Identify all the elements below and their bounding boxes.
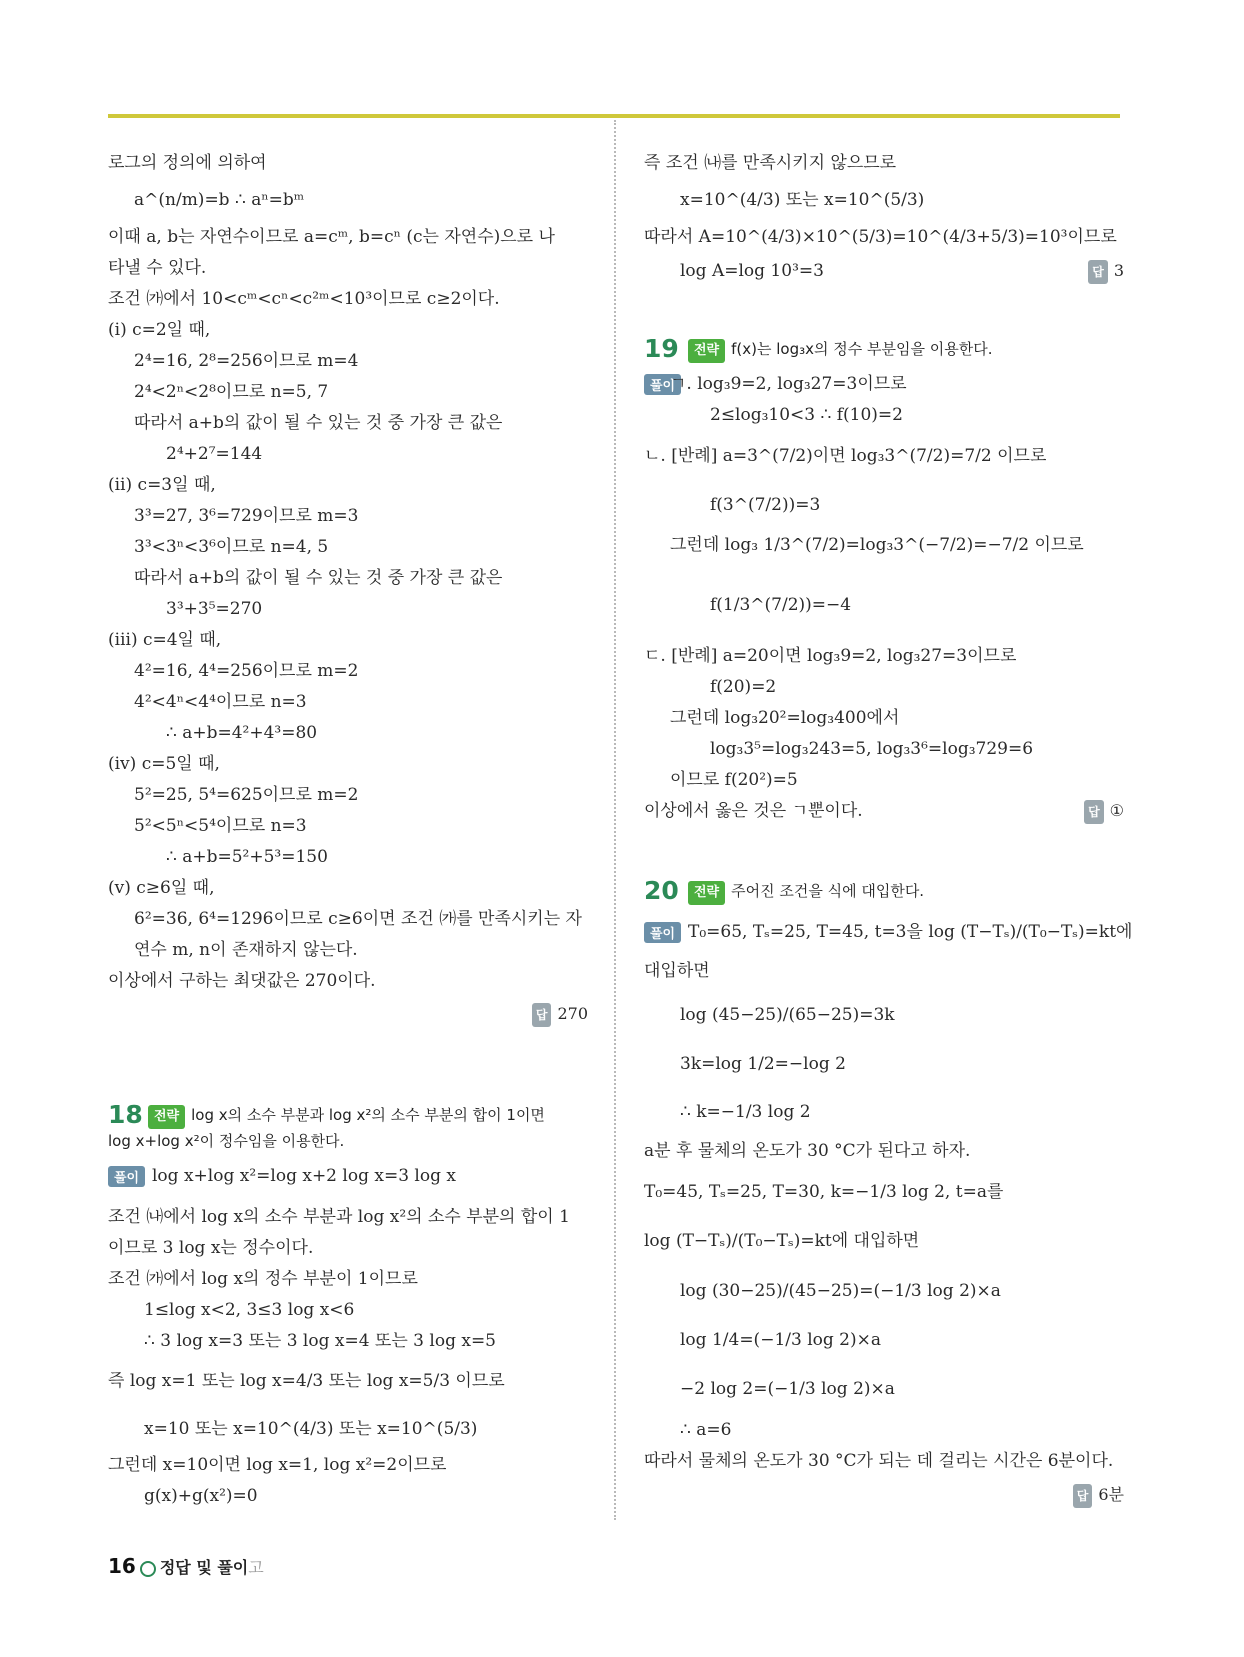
text-line: 그런데 x=10이면 log x=1, log x²=2이므로 — [108, 1455, 447, 1475]
problem-19-strategy — [688, 338, 992, 363]
strategy-tag: 전략 — [148, 1105, 185, 1129]
text-line: (ⅳ) c=5일 때, — [108, 754, 220, 774]
text-line: f(1/3^(7/2))=−4 — [710, 595, 852, 615]
text-line: 4²<4ⁿ<4⁴이므로 n=3 — [134, 692, 307, 712]
text-line: 조건 ㈎에서 10<cᵐ<cⁿ<c²ᵐ<10³이므로 c≥2이다. — [108, 289, 500, 309]
text-line: 2≤log₃10<3 ∴ f(10)=2 — [710, 405, 903, 425]
solution-tag: 풀이 — [108, 1166, 145, 1187]
text-line: log₃3⁵=log₃243=5, log₃3⁶=log₃729=6 — [710, 739, 1034, 759]
answer-3 — [1088, 260, 1124, 284]
footer-title: 정답 및 풀이 — [159, 1558, 249, 1577]
text-line: 3³=27, 3⁶=729이므로 m=3 — [134, 506, 359, 526]
strategy-text-1: log x의 소수 부분과 log x²의 소수 부분의 합이 1이면 — [191, 1106, 545, 1124]
text-line: f(20)=2 — [710, 677, 777, 697]
top-rule — [108, 114, 1120, 118]
answer-label: 답 — [1084, 800, 1104, 824]
problem-18-number: 18 — [108, 1100, 143, 1129]
text-line: 연수 m, n이 존재하지 않는다. — [134, 940, 358, 960]
answer-label: 답 — [1073, 1484, 1093, 1508]
strategy-text: 주어진 조건을 식에 대입한다. — [731, 882, 925, 900]
problem-20-strategy — [688, 880, 924, 905]
answer-label: 답 — [532, 1003, 552, 1027]
text-line: 이므로 3 log x는 정수이다. — [108, 1238, 314, 1258]
text-line: 즉 조건 ㈏를 만족시키지 않으므로 — [644, 153, 897, 173]
text-line: 2⁴<2ⁿ<2⁸이므로 n=5, 7 — [134, 382, 329, 402]
text-line: x=10^(4/3) 또는 x=10^(5/3) — [680, 190, 925, 210]
text-line: 조건 ㈏에서 log x의 소수 부분과 log x²의 소수 부분의 합이 1 — [108, 1207, 570, 1227]
solution-first-line: T₀=65, Tₛ=25, T=45, t=3을 log (T−Tₛ)/(T₀−Tₛ)=kt에 — [688, 922, 1133, 942]
strategy-tag: 전략 — [688, 881, 725, 905]
text-line: ㄷ. [반례] a=20이면 log₃9=2, log₃27=3이므로 — [644, 646, 1017, 666]
text-line: log (30−25)/(45−25)=(−1/3 log 2)×a — [680, 1281, 1001, 1301]
text-line: 3k=log 1/2=−log 2 — [680, 1054, 846, 1074]
problem-18-strategy — [148, 1104, 545, 1129]
text-line: ∴ 3 log x=3 또는 3 log x=4 또는 3 log x=5 — [144, 1331, 496, 1351]
text-line: 따라서 a+b의 값이 될 수 있는 것 중 가장 큰 값은 — [134, 413, 503, 433]
page-number: 16 — [108, 1554, 136, 1578]
text-line: ㄱ. log₃9=2, log₃27=3이므로 — [670, 374, 907, 394]
page-footer — [108, 1554, 264, 1578]
solution-tag: 풀이 — [644, 922, 681, 943]
solution-tag: 풀이 — [644, 374, 681, 395]
text-line: 따라서 a+b의 값이 될 수 있는 것 중 가장 큰 값은 — [134, 568, 503, 588]
text-line: 조건 ㈎에서 log x의 정수 부분이 1이므로 — [108, 1269, 418, 1289]
footer-suffix: 고 — [248, 1558, 264, 1577]
solution-first-line: log x+log x²=log x+2 log x=3 log x — [152, 1166, 456, 1186]
text-line: x=10 또는 x=10^(4/3) 또는 x=10^(5/3) — [144, 1419, 478, 1439]
text-line: 대입하면 — [644, 961, 710, 981]
text-line: 4²=16, 4⁴=256이므로 m=2 — [134, 661, 359, 681]
answer-value: 270 — [557, 1004, 588, 1023]
text-line: 5²<5ⁿ<5⁴이므로 n=3 — [134, 816, 307, 836]
text-line: 3³<3ⁿ<3⁶이므로 n=4, 5 — [134, 537, 329, 557]
answer-value: 3 — [1113, 261, 1124, 280]
text-line: log 1/4=(−1/3 log 2)×a — [680, 1330, 881, 1350]
answer-circle-1 — [1084, 800, 1124, 824]
text-line: ∴ a=6 — [680, 1420, 732, 1440]
text-line: 즉 log x=1 또는 log x=4/3 또는 log x=5/3 이므로 — [108, 1371, 505, 1391]
text-line: (ⅴ) c≥6일 때, — [108, 878, 215, 898]
text-line: a분 후 물체의 온도가 30 °C가 된다고 하자. — [644, 1141, 971, 1161]
text-line: log (45−25)/(65−25)=3k — [680, 1005, 895, 1025]
column-divider — [614, 120, 616, 1520]
strategy-text: f(x)는 log₃x의 정수 부분임을 이용한다. — [731, 340, 993, 358]
text-line: 6²=36, 6⁴=1296이므로 c≥6이면 조건 ㈎를 만족시키는 자 — [134, 909, 582, 929]
text-line: 로그의 정의에 의하여 — [108, 153, 267, 173]
text-line: ㄴ. [반례] a=3^(7/2)이면 log₃3^(7/2)=7/2 이므로 — [644, 446, 1047, 466]
strategy-tag: 전략 — [688, 339, 725, 363]
text-line: 2⁴=16, 2⁸=256이므로 m=4 — [134, 351, 359, 371]
text-line: 따라서 A=10^(4/3)×10^(5/3)=10^(4/3+5/3)=10³이므로 — [644, 227, 1117, 247]
problem-19-number: 19 — [644, 334, 679, 363]
text-line: (ⅰ) c=2일 때, — [108, 320, 211, 340]
answer-value: 6분 — [1098, 1485, 1124, 1504]
text-line: log (T−Tₛ)/(T₀−Tₛ)=kt에 대입하면 — [644, 1231, 920, 1251]
answer-270 — [532, 1003, 588, 1027]
text-line: −2 log 2=(−1/3 log 2)×a — [680, 1379, 895, 1399]
answer-6min — [1073, 1484, 1124, 1508]
text-line: g(x)+g(x²)=0 — [144, 1486, 258, 1506]
text-line: ∴ a+b=4²+4³=80 — [166, 723, 318, 743]
text-line: 그런데 log₃20²=log₃400에서 — [670, 708, 900, 728]
text-line: log A=log 10³=3 — [680, 261, 824, 281]
text-line: 2⁴+2⁷=144 — [166, 444, 263, 464]
text-line: 따라서 물체의 온도가 30 °C가 되는 데 걸리는 시간은 6분이다. — [644, 1451, 1114, 1471]
text-line: 1≤log x<2, 3≤3 log x<6 — [144, 1300, 355, 1320]
text-line: (ⅲ) c=4일 때, — [108, 630, 222, 650]
text-line: 이상에서 옳은 것은 ㄱ뿐이다. — [644, 801, 863, 821]
text-line: 그런데 log₃ 1/3^(7/2)=log₃3^(−7/2)=−7/2 이므로 — [670, 535, 1084, 555]
text-line: 이상에서 구하는 최댓값은 270이다. — [108, 971, 376, 991]
text-line: T₀=45, Tₛ=25, T=30, k=−1/3 log 2, t=a를 — [644, 1182, 1004, 1202]
strategy-text-2: log x+log x²이 정수임을 이용한다. — [108, 1132, 345, 1150]
text-line: f(3^(7/2))=3 — [710, 495, 821, 515]
text-line: 3³+3⁵=270 — [166, 599, 263, 619]
text-line: 이때 a, b는 자연수이므로 a=cᵐ, b=cⁿ (c는 자연수)으로 나 — [108, 227, 555, 247]
text-line: 5²=25, 5⁴=625이므로 m=2 — [134, 785, 359, 805]
text-line: (ⅱ) c=3일 때, — [108, 475, 216, 495]
text-line: ∴ a+b=5²+5³=150 — [166, 847, 328, 867]
text-line: ∴ k=−1/3 log 2 — [680, 1102, 811, 1122]
problem-20-number: 20 — [644, 876, 679, 905]
text-line: 이므로 f(20²)=5 — [670, 770, 798, 790]
answer-value: ① — [1109, 801, 1124, 820]
answer-label: 답 — [1088, 260, 1108, 284]
text-line: 타낼 수 있다. — [108, 258, 207, 278]
footer-dot-icon — [140, 1561, 156, 1577]
text-line: a^(n/m)=b ∴ aⁿ=bᵐ — [134, 190, 305, 210]
